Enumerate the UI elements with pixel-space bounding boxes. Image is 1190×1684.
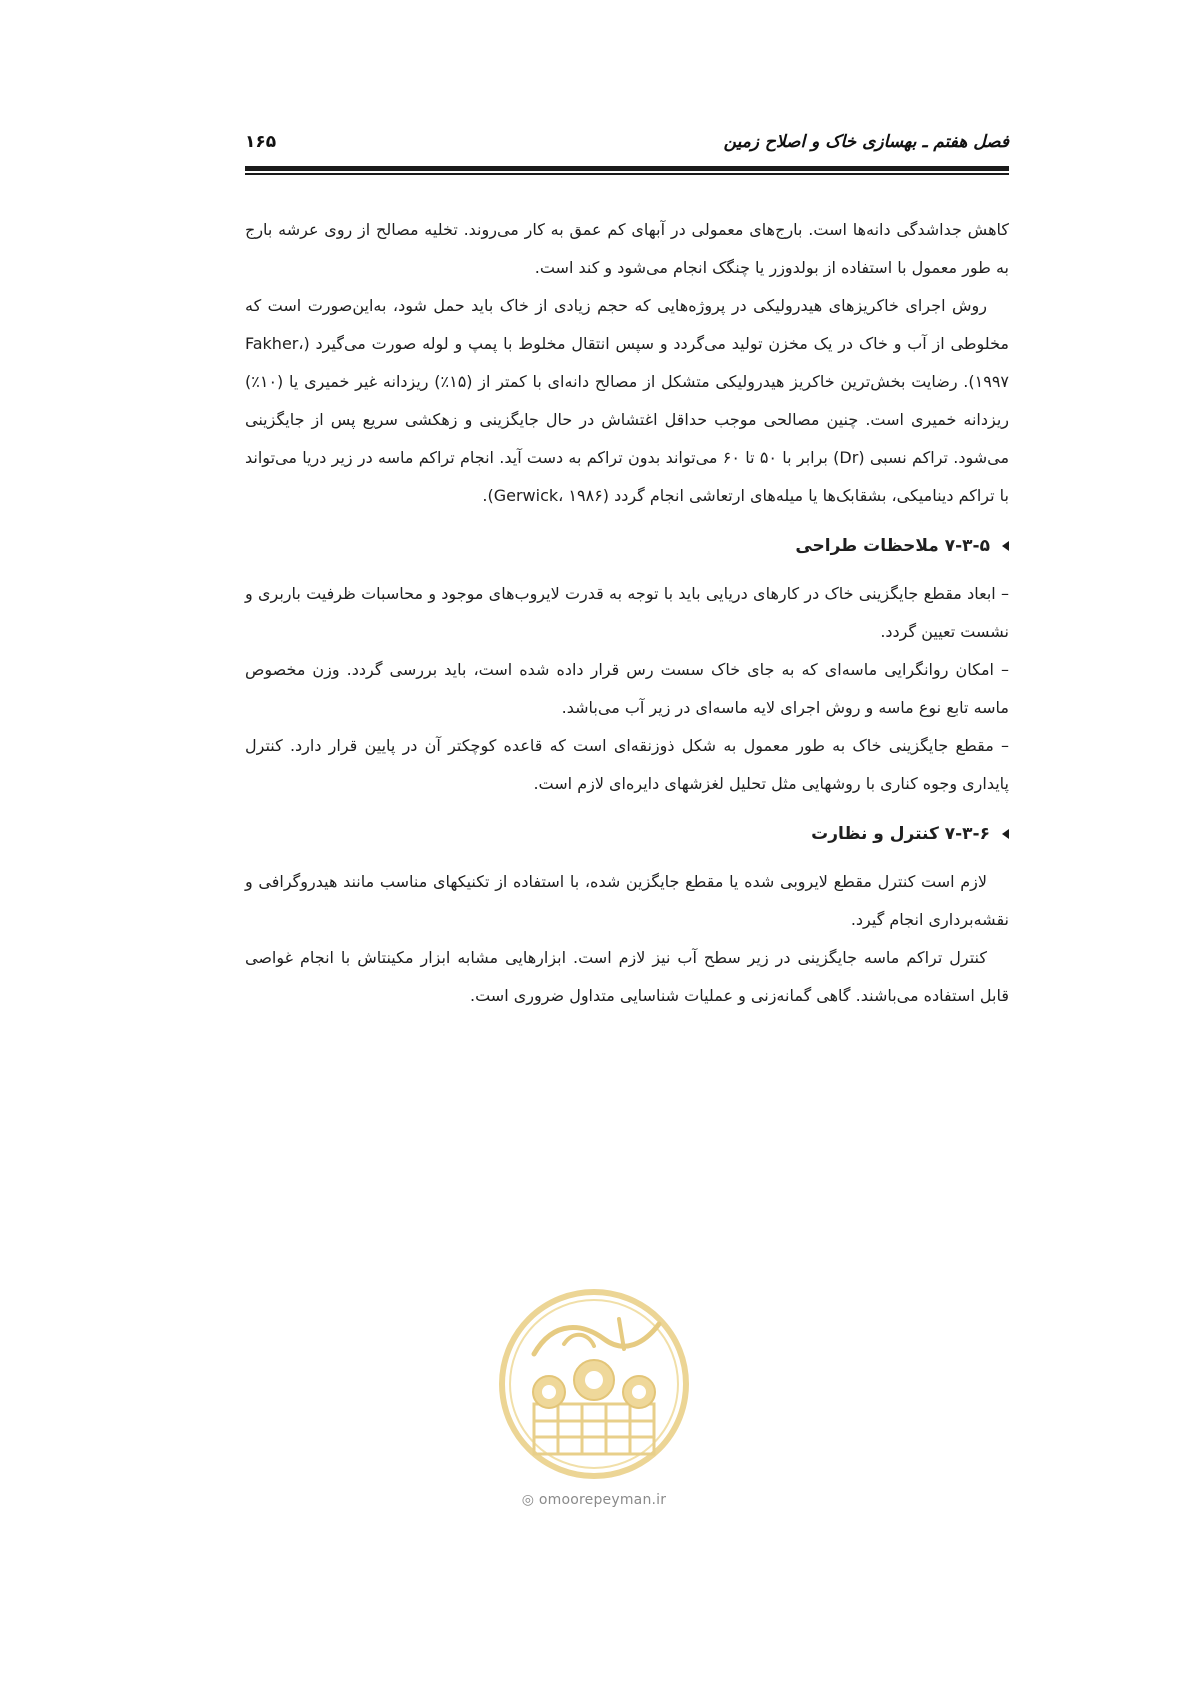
section-heading-design bbox=[245, 527, 1009, 565]
watermark-url-text: omoorepeyman.ir bbox=[538, 1492, 667, 1508]
control-paragraph-1: لازم است کنترل مقطع لایروبی شده یا مقطع جایگزین شده، با استفاده از تکنیکهای مناسب مانند هیدروگرافی و نقشه‌برداری انجام گیرد. bbox=[245, 872, 1009, 929]
paragraph-1: کاهش جداشدگی دانه‌ها است. بارج‌های معمولی در آبهای کم عمق به کار می‌روند. تخلیه مصالح از روی عرشه بارج به طور معمول با استفاده از بولدوزر یا چنگک انجام می‌شود و کند است. bbox=[245, 220, 1009, 277]
page-number: ۱۶۵ bbox=[245, 132, 277, 152]
publisher-logo-watermark bbox=[494, 1284, 694, 1484]
section-heading-control bbox=[245, 815, 1009, 853]
watermark-url bbox=[494, 1492, 694, 1508]
body-text bbox=[245, 211, 1009, 1015]
triangle-bullet-icon bbox=[1002, 829, 1009, 839]
design-bullet-3: – مقطع جایگزینی خاک به طور معمول به شکل ذوزنقه‌ای است که قاعده کوچکتر آن در پایین قرار دارد. کنترل پایداری وجوه کناری با روشهایی مثل تحلیل لغزشهای دایره‌ای لازم است. bbox=[245, 736, 1009, 793]
section-heading-text: ۷-۳-۵ ملاحظات طراحی bbox=[795, 536, 990, 556]
chapter-title: فصل هفتم ـ بهسازی خاک و اصلاح زمین bbox=[723, 132, 1009, 152]
section-heading-text: ۷-۳-۶ کنترل و نظارت bbox=[811, 824, 990, 844]
design-bullet-1: – ابعاد مقطع جایگزینی خاک در کارهای دریایی باید با توجه به قدرت لایروب‌های موجود و محاسبات ظرفیت باربری و نشست تعیین گردد. bbox=[245, 584, 1009, 641]
design-bullet-2: – امکان روانگرایی ماسه‌ای که به جای خاک سست رس قرار داده شده است، باید بررسی گردد. وزن مخصوص ماسه تابع نوع ماسه و روش اجرای لایه ماسه‌ای در زیر آب می‌باشد. bbox=[245, 660, 1009, 717]
logo-seal-icon bbox=[494, 1284, 694, 1484]
control-paragraph-2: کنترل تراکم ماسه جایگزینی در زیر سطح آب نیز لازم است. ابزارهایی مشابه ابزار مکینتاش با انجام غواصی قابل استفاده می‌باشند. گاهی گمانه‌زنی و عملیات شناسایی متداول ضروری است. bbox=[245, 948, 1009, 1005]
triangle-bullet-icon bbox=[1002, 541, 1009, 551]
page-header bbox=[245, 128, 1009, 164]
paragraph-2: روش اجرای خاکریزهای هیدرولیکی در پروژه‌هایی که حجم زیادی از خاک باید حمل شود، به‌این‌صورت است که مخلوطی از آب و خاک در یک مخزن تولید می‌گردد و سپس انتقال مخلوط با پمپ و لوله صورت می‌گیرد (Fakher، ۱۹۹۷). رضایت بخش‌ترین خاکریز هیدرولیکی متشکل از مصالح دانه‌ای با کمتر از (۱۵٪) ریزدانه غیر خمیری یا (۱۰٪) ریزدانه خمیری است. چنین مصالحی موجب حداقل اغتشاش در حال جایگزینی و زهکشی سریع پس از جایگزینی می‌شود. تراکم نسبی (Dr) برابر با ۵۰ تا ۶۰ می‌تواند بدون تراکم به دست آید. انجام تراکم ماسه در زیر دریا می‌تواند با تراکم دینامیکی، بشقابک‌ها یا میله‌های ارتعاشی انجام گردد (Gerwick، ۱۹۸۶). bbox=[245, 296, 1010, 505]
header-rule-thick bbox=[245, 166, 1009, 171]
header-rule-thin bbox=[245, 173, 1009, 175]
globe-icon: ◎ bbox=[521, 1492, 535, 1508]
